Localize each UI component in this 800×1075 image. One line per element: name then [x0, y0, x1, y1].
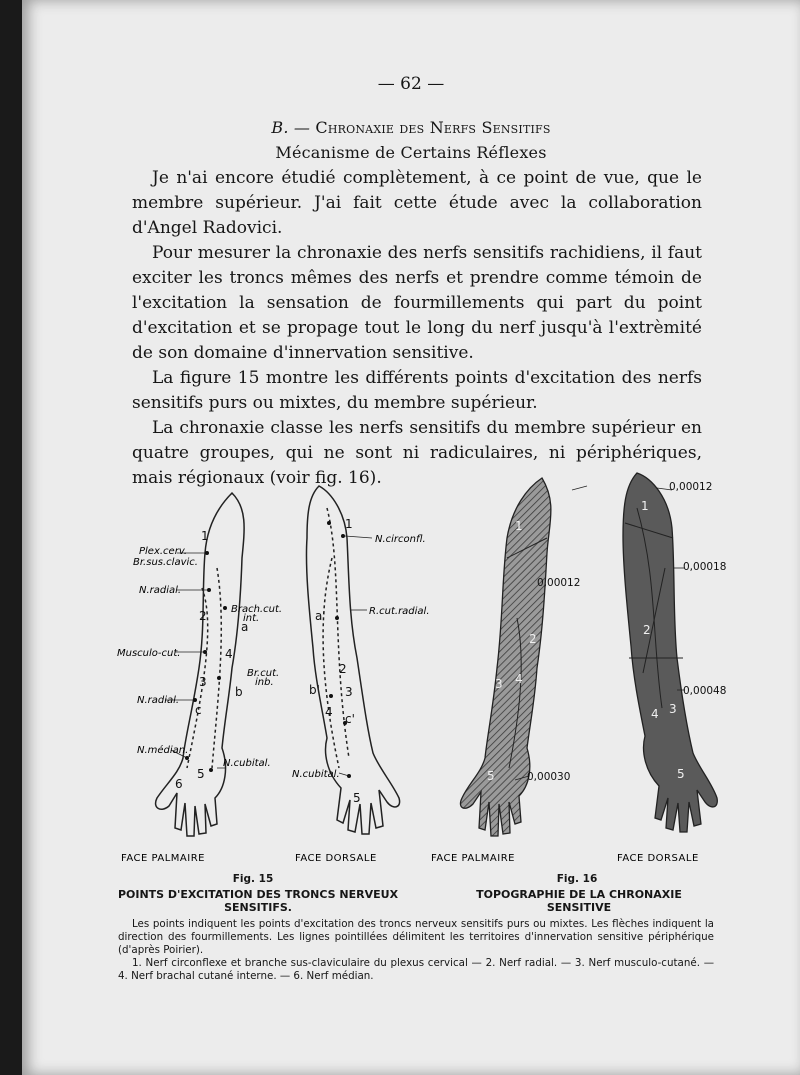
fig15d-num-3: 3	[345, 685, 353, 699]
label-ncubital-1: N.cubital.	[223, 758, 271, 769]
fig15-title: POINTS D'EXCITATION DES TRONCS NERVEUX SENSITIFS.	[117, 888, 399, 914]
label-brcut: Br.cut.	[247, 668, 280, 679]
fig16-value-2: 0,00018	[683, 561, 727, 573]
fig15-letter-a: a	[241, 620, 249, 634]
fig16-dorsal-arm	[623, 473, 717, 832]
fig16d-num-1: 1	[641, 499, 649, 513]
fig15-num-4: 4	[225, 647, 233, 661]
fig16d-num-5: 5	[677, 767, 685, 781]
fig16-num-4: 4	[515, 672, 523, 686]
fig15d-num-4: 4	[325, 705, 333, 719]
section-title: Chronaxie des Nerfs Sensitifs	[315, 118, 551, 137]
fig15-num-6: 6	[175, 777, 183, 791]
fig16-num-1: 1	[515, 519, 523, 533]
fig15-face-dorsale: FACE DORSALE	[295, 853, 377, 864]
fig15d-num-1: 1	[345, 517, 353, 531]
fig16-value-3: 0,00012	[537, 577, 581, 589]
note-2: 1. Nerf circonflexe et branche sus-claviculaire du plexus cervical — 2. Nerf radial. — 3. Nerf musculo-cutané. — 4. Nerf brachal cutané interne. — 6. Nerf médian.	[118, 957, 714, 982]
fig15-face-palmaire: FACE PALMAIRE	[121, 853, 205, 864]
fig15-num-1: 1	[201, 529, 209, 543]
fig16-num-3: 3	[495, 677, 503, 691]
label-nradial-1: N.radial.	[139, 585, 182, 596]
figures-illustration	[117, 468, 727, 878]
fig16-value-4: 0,00048	[683, 685, 727, 697]
label-brachcut-int: int.	[243, 613, 260, 624]
figure-notes	[118, 918, 714, 983]
paragraph-3: La figure 15 montre les différents points d'excitation des nerfs sensitifs purs ou mixtes, du membre supérieur.	[132, 368, 702, 413]
section-letter: B. —	[271, 118, 311, 137]
label-brsus: Br.sus.clavic.	[133, 557, 198, 568]
fig15-palmar-arm	[156, 493, 245, 836]
label-ncircon: N.circonfl.	[375, 534, 426, 545]
fig16-label: Fig. 16	[556, 873, 598, 885]
fig16-num-5: 5	[487, 769, 495, 783]
fig15d-letter-b: b'	[309, 683, 320, 697]
label-brcut-int: inb.	[255, 677, 274, 688]
fig15-letter-b: b	[235, 685, 243, 699]
label-ncubital-2: N.cubital.	[292, 769, 340, 780]
fig15-num-5: 5	[197, 767, 205, 781]
paragraph-4: La chronaxie classe les nerfs sensitifs du membre supérieur en quatre groupes, qui ne sont ni radiculaires, ni périphériques, mais régionaux (voir fig. 16).	[132, 418, 702, 488]
label-nmedian: N.médian.	[137, 745, 189, 756]
section-heading-line1	[22, 118, 800, 137]
fig16d-num-3: 3	[669, 702, 677, 716]
fig15d-num-2: 2	[339, 662, 347, 676]
fig15d-letter-a: a'	[315, 609, 326, 623]
fig16d-num-2: 2	[643, 623, 651, 637]
label-brachcut: Brach.cut.	[231, 604, 283, 615]
fig15d-letter-c: c'	[345, 712, 355, 726]
fig16-face-dorsale: FACE DORSALE	[617, 853, 699, 864]
fig16-value-5: 0,00030	[527, 771, 571, 783]
body-text	[132, 166, 702, 491]
label-musculo: Musculo-cut.	[117, 648, 181, 659]
fig15-label: Fig. 15	[232, 873, 274, 885]
fig16-num-2: 2	[529, 632, 537, 646]
book-page	[22, 0, 800, 1075]
label-rcutradial: R.cut.radial.	[369, 606, 430, 617]
paragraph-2: Pour mesurer la chronaxie des nerfs sensitifs rachidiens, il faut exciter les troncs mêmes des nerfs et prendre comme témoin de l'excitation la sensation de fourmillements qui part du point d'excitation et se propage tout le long du nerf jusqu'à l'extrèmité de son domaine d'innervation sensitive.	[132, 243, 702, 363]
fig15d-num-5: 5	[353, 791, 361, 805]
paragraph-1: Je n'ai encore étudié complètement, à ce point de vue, que le membre supérieur. J'ai fait cette étude avec la collaboration d'Angel Radovici.	[132, 168, 702, 238]
fig16-face-palmaire: FACE PALMAIRE	[431, 853, 515, 864]
label-nradial-2: N.radial.	[137, 695, 180, 706]
fig16d-num-4: 4	[651, 707, 659, 721]
fig16-value-1: 0,00012	[669, 481, 713, 493]
fig15-letter-c: c	[195, 703, 202, 717]
label-plex: Plex.cerv.	[139, 546, 188, 557]
fig16-title: TOPOGRAPHIE DE LA CHRONAXIE SENSITIVE	[476, 888, 682, 914]
note-1: Les points indiquent les points d'excitation des troncs nerveux sensitifs purs ou mixtes. Les flèches indiquent la direction des fourmillements. Les lignes pointillées délimitent les territoires d'innervation sensitive périphérique (d'après Poirier).	[118, 918, 714, 956]
section-subtitle: Mécanisme de Certains Réflexes	[275, 143, 547, 162]
page-number: — 62 —	[377, 74, 445, 94]
fig15-num-3: 3	[199, 675, 207, 689]
fig15-num-2: 2	[199, 609, 207, 623]
